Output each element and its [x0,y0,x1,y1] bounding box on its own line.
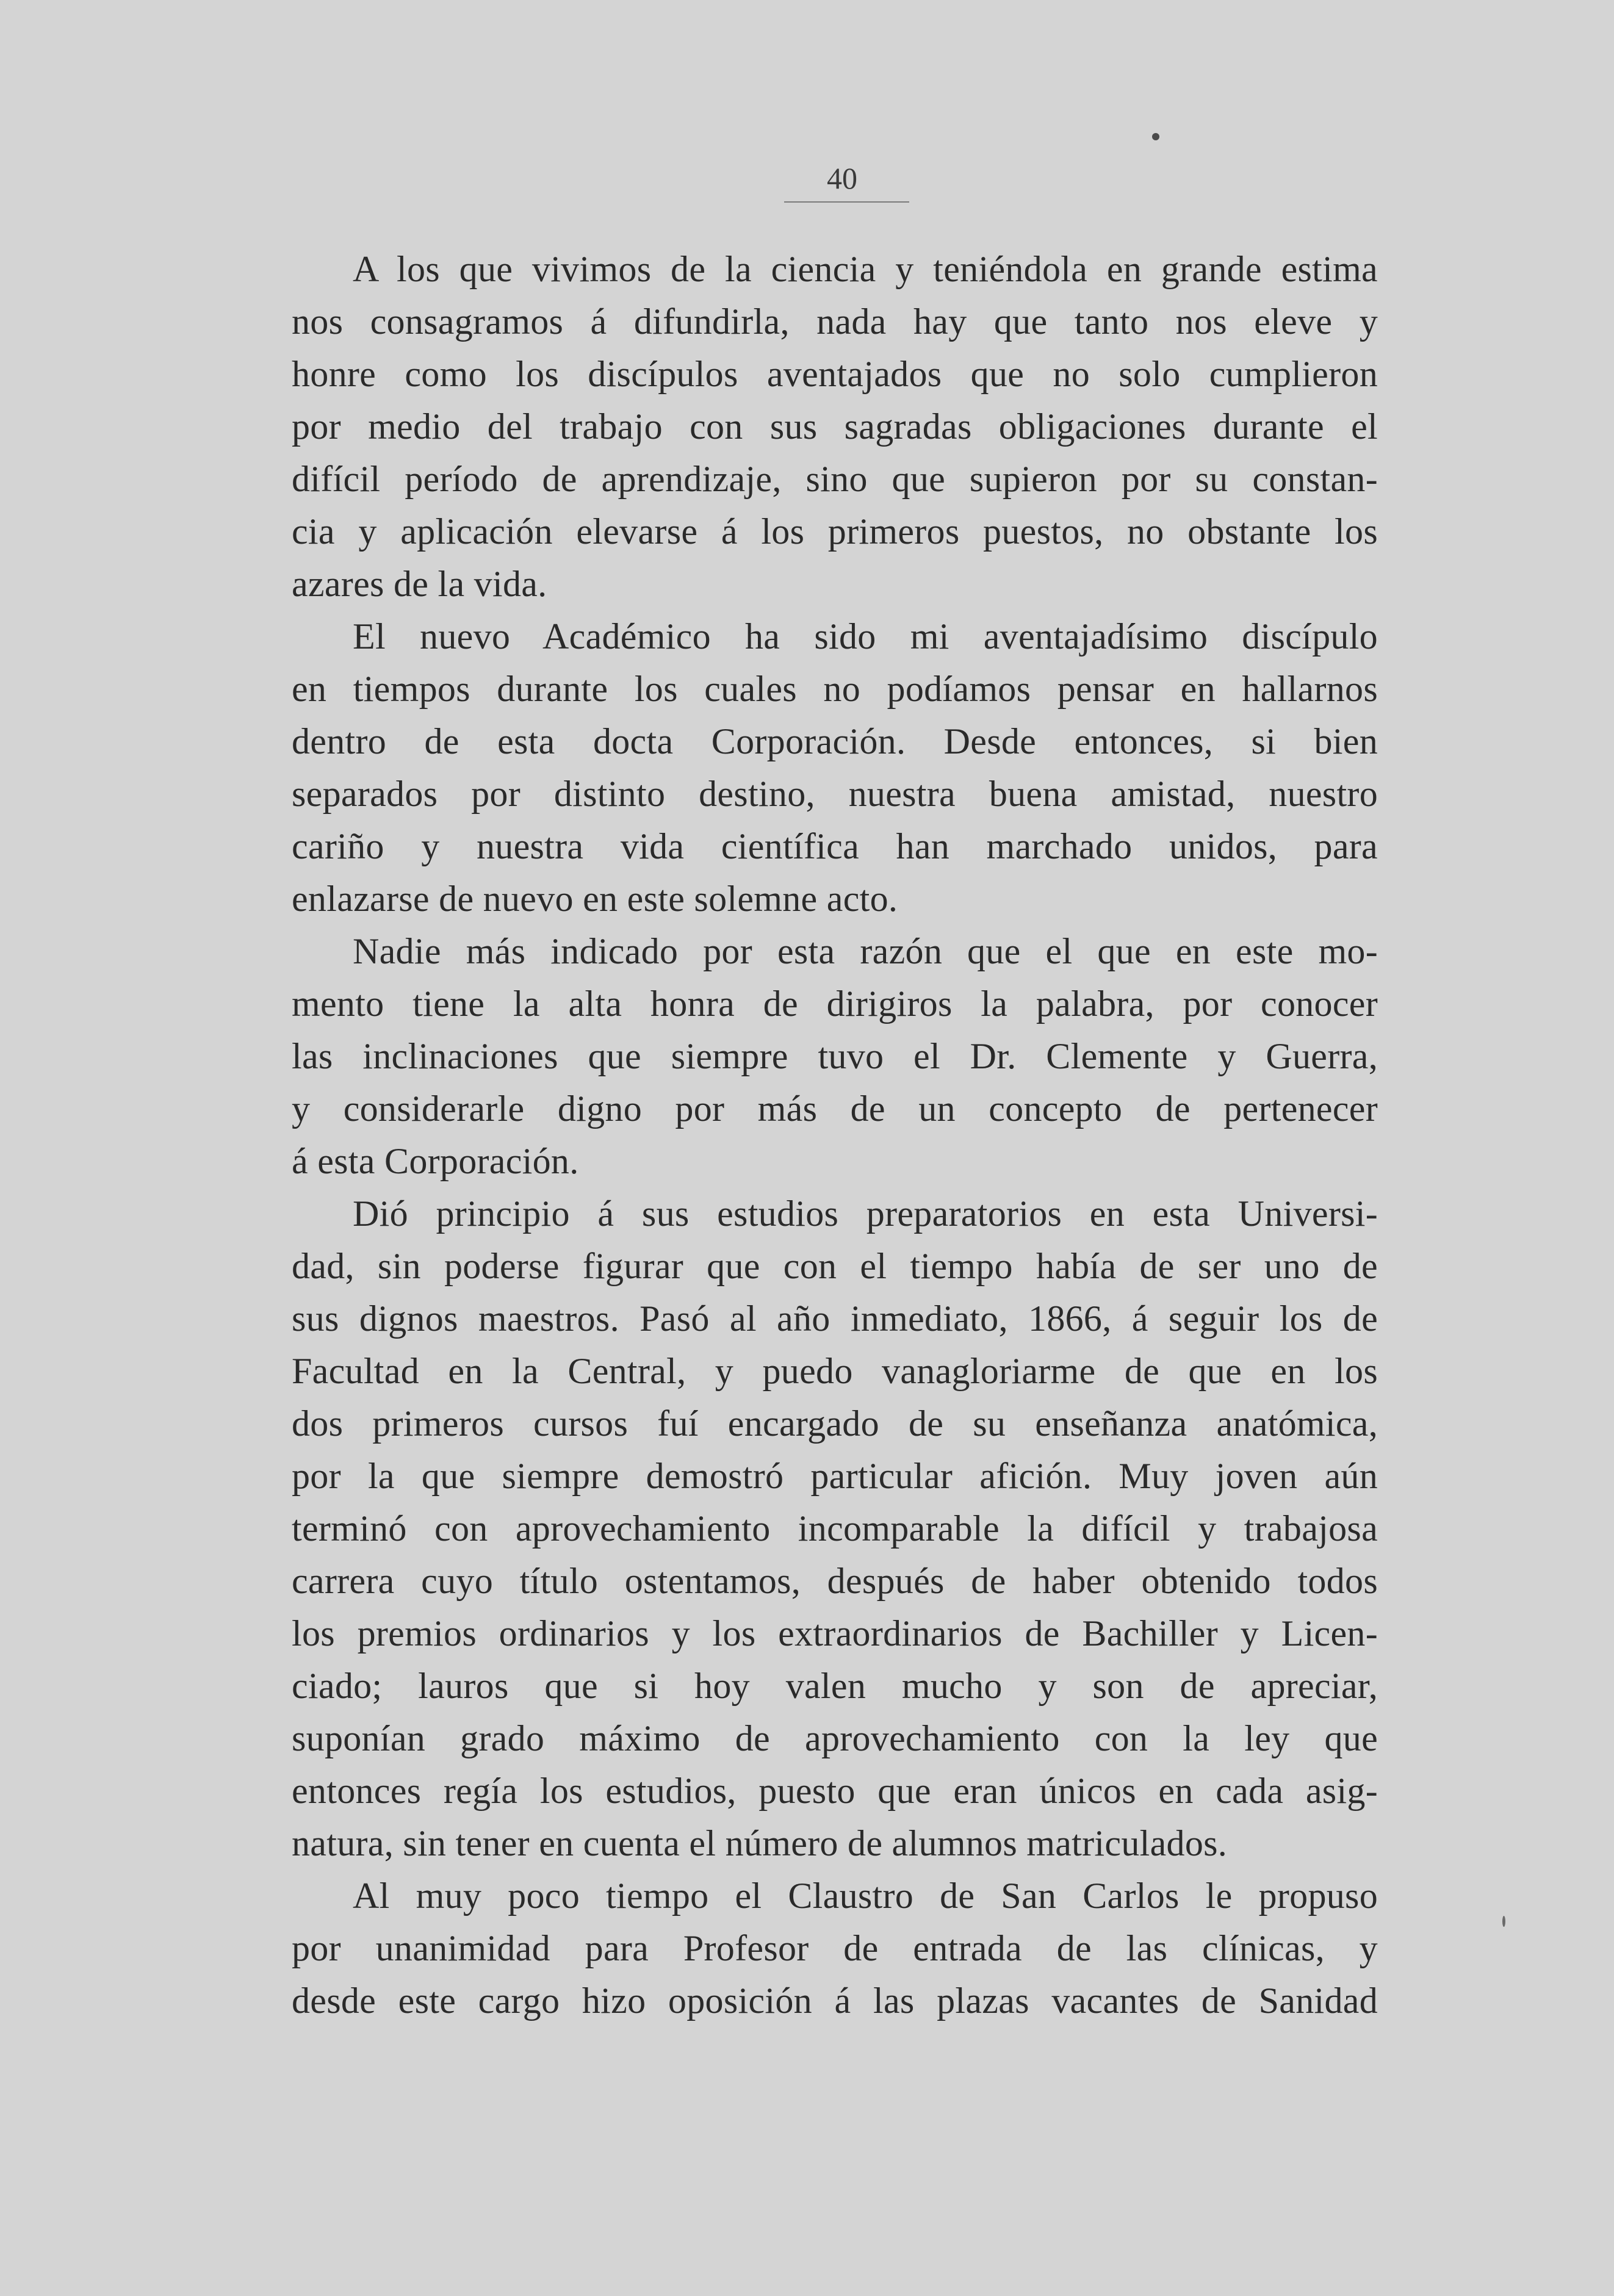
text-line: por unanimidad para Profesor de entrada de las clínicas, y [292,1928,1378,1968]
paper-speck [1502,1916,1505,1927]
text-line: Nadie más indicado por esta razón que el que en este mo- [353,931,1378,971]
text-line: Facultad en la Central, y puedo vanagloriarme de que en los [292,1351,1378,1391]
text-line: enlazarse de nuevo en este solemne acto. [292,879,898,919]
paper-speck [1152,133,1159,140]
text-line: dentro de esta docta Corporación. Desde entonces, si bien [292,721,1378,761]
text-line: desde este cargo hizo oposición á las plazas vacantes de Sanidad [292,1981,1378,2021]
text-line: sus dignos maestros. Pasó al año inmediato, 1866, á seguir los de [292,1298,1378,1339]
text-line: El nuevo Académico ha sido mi aventajadísimo discípulo [353,616,1378,657]
text-line: mento tiene la alta honra de dirigiros la palabra, por conocer [292,984,1378,1024]
text-line: dad, sin poderse figurar que con el tiempo había de ser uno de [292,1246,1378,1286]
text-line: A los que vivimos de la ciencia y teniéndola en grande estima [353,249,1378,289]
text-line: nos consagramos á difundirla, nada hay que tanto nos eleve y [292,301,1378,342]
text-line: Dió principio á sus estudios preparatorios en esta Universi- [353,1193,1378,1234]
text-line: azares de la vida. [292,564,547,604]
text-line: cia y aplicación elevarse á los primeros puestos, no obstante los [292,511,1378,552]
text-line: ciado; lauros que si hoy valen mucho y son de apreciar, [292,1666,1378,1706]
page-number: 40 [827,161,857,195]
text-line: por medio del trabajo con sus sagradas obligaciones durante el [292,406,1378,447]
text-line: las inclinaciones que siempre tuvo el Dr. Clemente y Guerra, [292,1036,1378,1076]
paragraph-4 [292,1187,1378,1870]
text-line: carrera cuyo título ostentamos, después de haber obtenido todos [292,1561,1378,1601]
text-line: por la que siempre demostró particular afición. Muy joven aún [292,1456,1378,1496]
text-line: suponían grado máximo de aprovechamiento con la ley que [292,1718,1378,1758]
paragraph-3 [292,925,1378,1187]
text-line: honre como los discípulos aventajados que no solo cumplieron [292,354,1378,394]
text-line: y considerarle digno por más de un concepto de pertenecer [292,1089,1378,1129]
text-line: natura, sin tener en cuenta el número de alumnos matriculados. [292,1823,1228,1863]
text-line: difícil período de aprendizaje, sino que supieron por su constan- [292,459,1378,499]
text-line: Al muy poco tiempo el Claustro de San Carlos le propuso [353,1876,1378,1916]
page-number-rule [784,201,909,203]
paragraph-2 [292,610,1378,925]
text-line: los premios ordinarios y los extraordinarios de Bachiller y Licen- [292,1613,1378,1654]
text-line: terminó con aprovechamiento incomparable la difícil y trabajosa [292,1508,1378,1549]
text-line: entonces regía los estudios, puesto que eran únicos en cada asig- [292,1771,1378,1811]
text-line: á esta Corporación. [292,1141,579,1181]
text-line: cariño y nuestra vida científica han marchado unidos, para [292,826,1378,866]
text-line: separados por distinto destino, nuestra buena amistad, nuestro [292,774,1378,814]
text-line: en tiempos durante los cuales no podíamos pensar en hallarnos [292,669,1378,709]
paragraph-5 [292,1870,1378,2027]
paragraph-1 [292,243,1378,610]
text-line: dos primeros cursos fuí encargado de su enseñanza anatómica, [292,1403,1378,1444]
body-text [292,243,1378,2027]
